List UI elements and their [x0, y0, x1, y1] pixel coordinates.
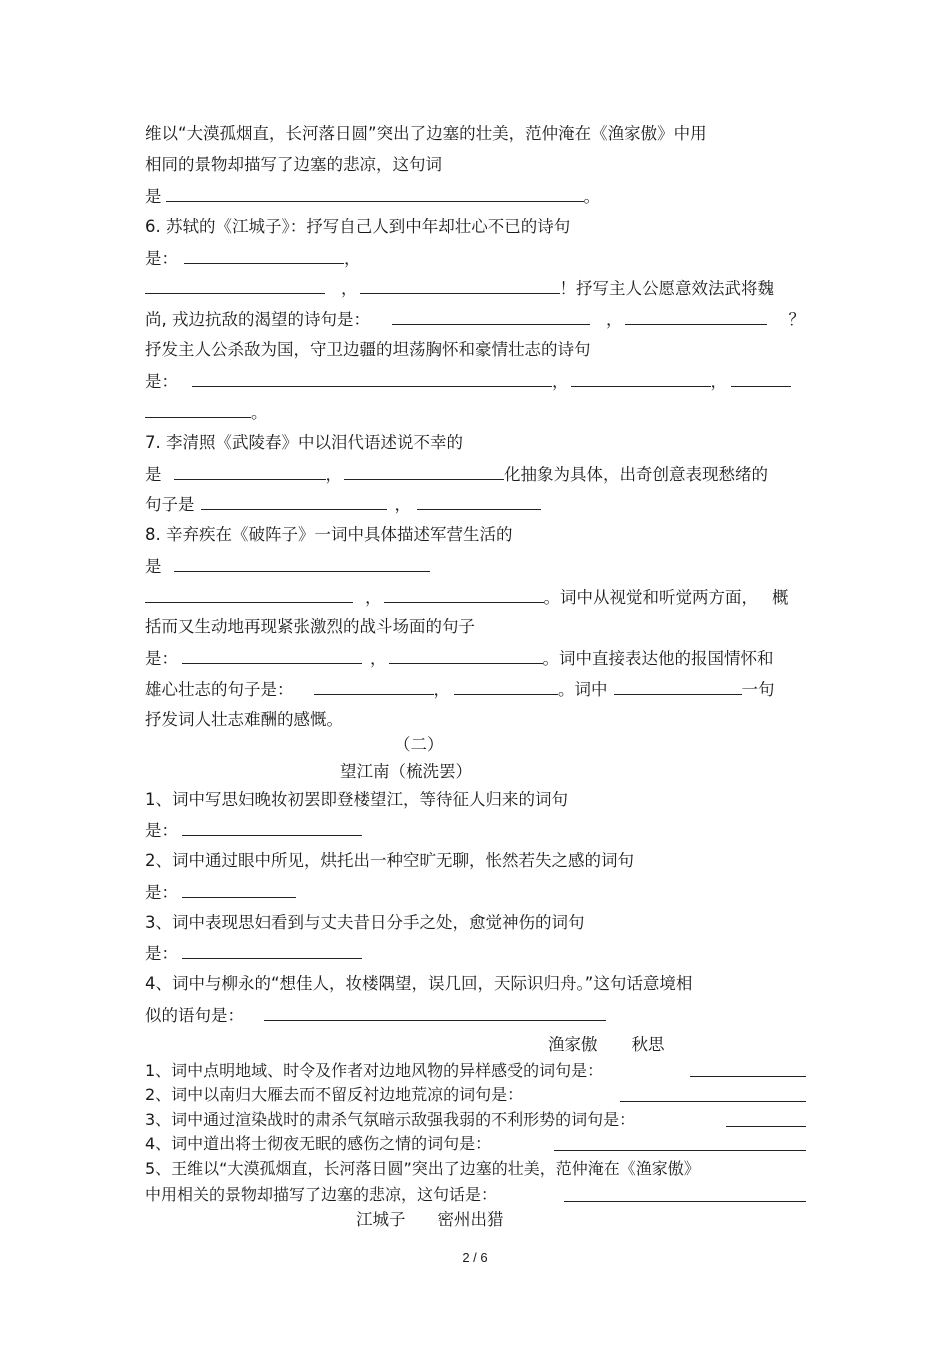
answer-blank[interactable] [145, 587, 353, 603]
text-line: 括而又生动地再现紧张激烈的战斗场面的句子 [145, 617, 475, 636]
answer-blank[interactable] [389, 648, 543, 664]
question-1: 1、词中点明地域、时令及作者对边地风物的异样感受的词句是： [145, 1061, 604, 1080]
answer-blank[interactable] [417, 494, 541, 510]
answer-blank[interactable] [166, 186, 584, 202]
text-line: 抒发词人壮志难酬的感慨。 [145, 710, 343, 729]
answer-blank[interactable] [614, 679, 742, 695]
answer-blank[interactable] [182, 943, 362, 959]
text-line: 抒发主人公杀敌为国，守卫边疆的坦荡胸怀和豪情壮志的诗句 [145, 340, 591, 359]
answer-blank[interactable] [344, 464, 504, 480]
text-line: 是 ， 化抽象为具体，出奇创意表现愁绪的 [145, 465, 768, 484]
question-5: 5、王维以“大漠孤烟直，长河落日圆”突出了边塞的壮美，范仲淹在《渔家傲》 [145, 1159, 700, 1178]
page-number: 2 / 6 [462, 1250, 488, 1265]
text-line: 雄心壮志的句子是： ， 。词中 一句 [145, 680, 775, 699]
text-line: 是： [145, 820, 362, 841]
poem-title: 江城子 密州出猎 [356, 1210, 504, 1229]
text-line: 是 。 [145, 187, 600, 206]
question-7: 7. 李清照《武陵春》中以泪代语述说不幸的 [145, 433, 463, 452]
answer-blank[interactable] [192, 371, 552, 387]
question-3: 3、词中通过渲染战时的肃杀气氛暗示敌强我弱的不利形势的词句是： [145, 1110, 636, 1129]
answer-blank[interactable] [174, 464, 326, 480]
text-line: 是： [145, 943, 362, 964]
question-4: 4、词中与柳永的“想佳人，妆楼隅望，误几回，天际识归舟。”这句话意境相 [145, 974, 693, 993]
answer-blank[interactable] [392, 309, 590, 325]
answer-blank[interactable] [314, 679, 434, 695]
question-2: 2、词中以南归大雁去而不留反衬边地荒凉的词句是： [145, 1085, 524, 1104]
text-line: 是： ， 。词中直接表达他的报国情怀和 [145, 649, 774, 668]
text-line: 。 [145, 402, 268, 423]
text-line: 相同的景物却描写了边塞的悲凉，这句词 [145, 155, 442, 174]
question-2: 2、词中通过眼中所见，烘托出一种空旷无聊，怅然若失之感的词句 [145, 851, 634, 870]
answer-blank[interactable] [690, 1076, 806, 1077]
answer-blank[interactable] [182, 820, 362, 836]
text-line: 是 [145, 556, 430, 577]
text-line: 是： ， [145, 249, 361, 268]
answer-blank[interactable] [145, 402, 251, 418]
question-6: 6. 苏轼的《江城子》：抒写自己人到中年却壮心不已的诗句 [145, 217, 571, 236]
question-1: 1、词中写思妇晚妆初罢即登楼望江，等待征人归来的词句 [145, 790, 568, 809]
answer-blank[interactable] [620, 1101, 806, 1102]
answer-blank[interactable] [182, 882, 296, 898]
answer-blank[interactable] [384, 587, 544, 603]
text-line: 维以“大漠孤烟直，长河落日圆”突出了边塞的壮美，范仲淹在《渔家傲》中用 [145, 124, 707, 143]
section-heading: （二） [394, 735, 444, 754]
answer-blank[interactable] [554, 1150, 806, 1151]
answer-blank[interactable] [184, 248, 344, 264]
text-line: 尚, 戎边抗敌的渴望的诗句是： ， ？ [145, 310, 805, 329]
question-8: 8. 辛弃疾在《破阵子》一词中具体描述军营生活的 [145, 525, 513, 544]
answer-blank[interactable] [564, 1201, 806, 1202]
poem-title: 望江南（梳洗罢） [340, 762, 472, 781]
text-line: 中用相关的景物却描写了边塞的悲凉，这句话是： [145, 1185, 498, 1204]
text-line: 似的语句是： [145, 1005, 606, 1026]
answer-blank[interactable] [174, 556, 430, 572]
question-4: 4、词中道出将士彻夜无眠的感伤之情的词句是： [145, 1134, 492, 1153]
answer-blank[interactable] [726, 1126, 806, 1127]
answer-blank[interactable] [182, 648, 362, 664]
answer-blank[interactable] [625, 309, 767, 325]
text-line: 是： ， ， [145, 371, 791, 392]
question-3: 3、词中表现思妇看到与丈夫昔日分手之处，愈觉神伤的词句 [145, 913, 585, 932]
answer-blank[interactable] [360, 278, 560, 294]
text-line: ， 。词中从视觉和听觉两方面， 概 [145, 587, 789, 608]
answer-blank[interactable] [201, 494, 387, 510]
answer-blank[interactable] [145, 278, 325, 294]
text-line: 是： [145, 882, 296, 903]
poem-title: 渔家傲 秋思 [548, 1035, 665, 1054]
answer-blank[interactable] [731, 371, 791, 387]
text-line: ， ！抒写主人公愿意效法武将魏 [145, 278, 774, 299]
answer-blank[interactable] [571, 371, 711, 387]
answer-blank[interactable] [454, 679, 558, 695]
text-line: 句子是 ， [145, 494, 541, 515]
answer-blank[interactable] [264, 1005, 606, 1021]
